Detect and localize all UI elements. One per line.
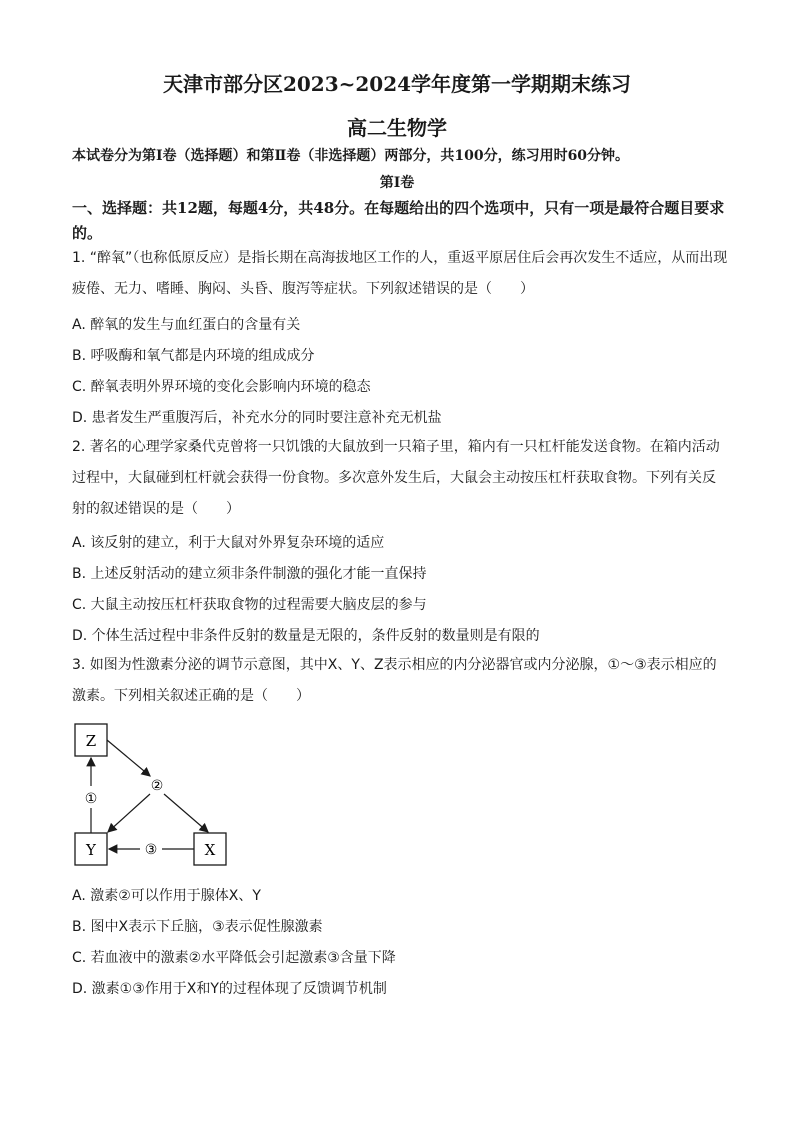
arrow-z-to-hormone-2 bbox=[107, 740, 150, 776]
exam-intro: 本试卷分为第Ⅰ卷（选择题）和第Ⅱ卷（非选择题）两部分，共100分，练习用时60分钟。 bbox=[72, 148, 630, 164]
question-2-option-c: C. 大鼠主动按压杠杆获取食物的过程需要大脑皮层的参与 bbox=[72, 597, 427, 613]
hormone-regulation-diagram bbox=[60, 716, 240, 876]
question-3-option-b: B. 图中X表示下丘脑，③表示促性腺激素 bbox=[72, 919, 323, 935]
question-3-option-a: A. 激素②可以作用于腺体X、Y bbox=[72, 888, 261, 904]
question-1-option-a: A. 醉氧的发生与血红蛋白的含量有关 bbox=[72, 317, 301, 333]
section-heading: 一、选择题：共12题，每题4分，共48分。在每题给出的四个选项中，只有一项是最符合题目要求的。 bbox=[72, 199, 725, 242]
question-3-stem: 3. 如图为性激素分泌的调节示意图，其中X、Y、Z表示相应的内分泌器官或内分泌腺，①～③表示相应的激素。下列相关叙述正确的是（ ） bbox=[72, 657, 717, 704]
question-3-option-c: C. 若血液中的激素②水平降低会引起激素③含量下降 bbox=[72, 950, 396, 966]
question-1-stem: 1. “醉氧”（也称低原反应）是指长期在高海拔地区工作的人，重返平原居住后会再次发生不适应，从而出现疲倦、无力、嗜睡、胸闷、头昏、腹泻等症状。下列叙述错误的是（ ） bbox=[72, 250, 728, 297]
question-2-option-b: B. 上述反射活动的建立须非条件制激的强化才能一直保持 bbox=[72, 566, 427, 582]
label-hormone-2: ② bbox=[150, 778, 164, 794]
arrow-hormone-2-to-x bbox=[164, 794, 208, 832]
question-1-option-b: B. 呼吸酶和氧气都是内环境的组成成分 bbox=[72, 348, 315, 364]
question-3-option-d: D. 激素①③作用于X和Y的过程体现了反馈调节机制 bbox=[72, 981, 387, 997]
question-1-option-d: D. 患者发生严重腹泻后，补充水分的同时要注意补充无机盐 bbox=[72, 410, 442, 426]
box-x-label: X bbox=[204, 841, 216, 859]
arrow-hormone-2-to-y bbox=[108, 794, 150, 832]
question-2-option-a: A. 该反射的建立，利于大鼠对外界复杂环境的适应 bbox=[72, 535, 385, 551]
label-hormone-3: ③ bbox=[144, 842, 158, 858]
label-hormone-1: ① bbox=[84, 791, 98, 807]
exam-title: 天津市部分区2023~2024学年度第一学期期末练习 bbox=[162, 72, 632, 96]
box-z-label: Z bbox=[85, 732, 97, 750]
question-1-option-c: C. 醉氧表明外界环境的变化会影响内环境的稳态 bbox=[72, 379, 371, 395]
question-2-option-d: D. 个体生活过程中非条件反射的数量是无限的，条件反射的数量则是有限的 bbox=[72, 628, 540, 644]
exam-subtitle: 高二生物学 bbox=[347, 116, 447, 140]
question-2-stem: 2. 著名的心理学家桑代克曾将一只饥饿的大鼠放到一只箱子里，箱内有一只杠杆能发送食物。在箱内活动过程中，大鼠碰到杠杆就会获得一份食物。多次意外发生后，大鼠会主动按压杠杆获取食物。下列有关反射的叙述错误的是（ ） bbox=[72, 439, 720, 517]
volume-label: 第Ⅰ卷 bbox=[379, 175, 415, 191]
box-y-label: Y bbox=[86, 841, 96, 859]
